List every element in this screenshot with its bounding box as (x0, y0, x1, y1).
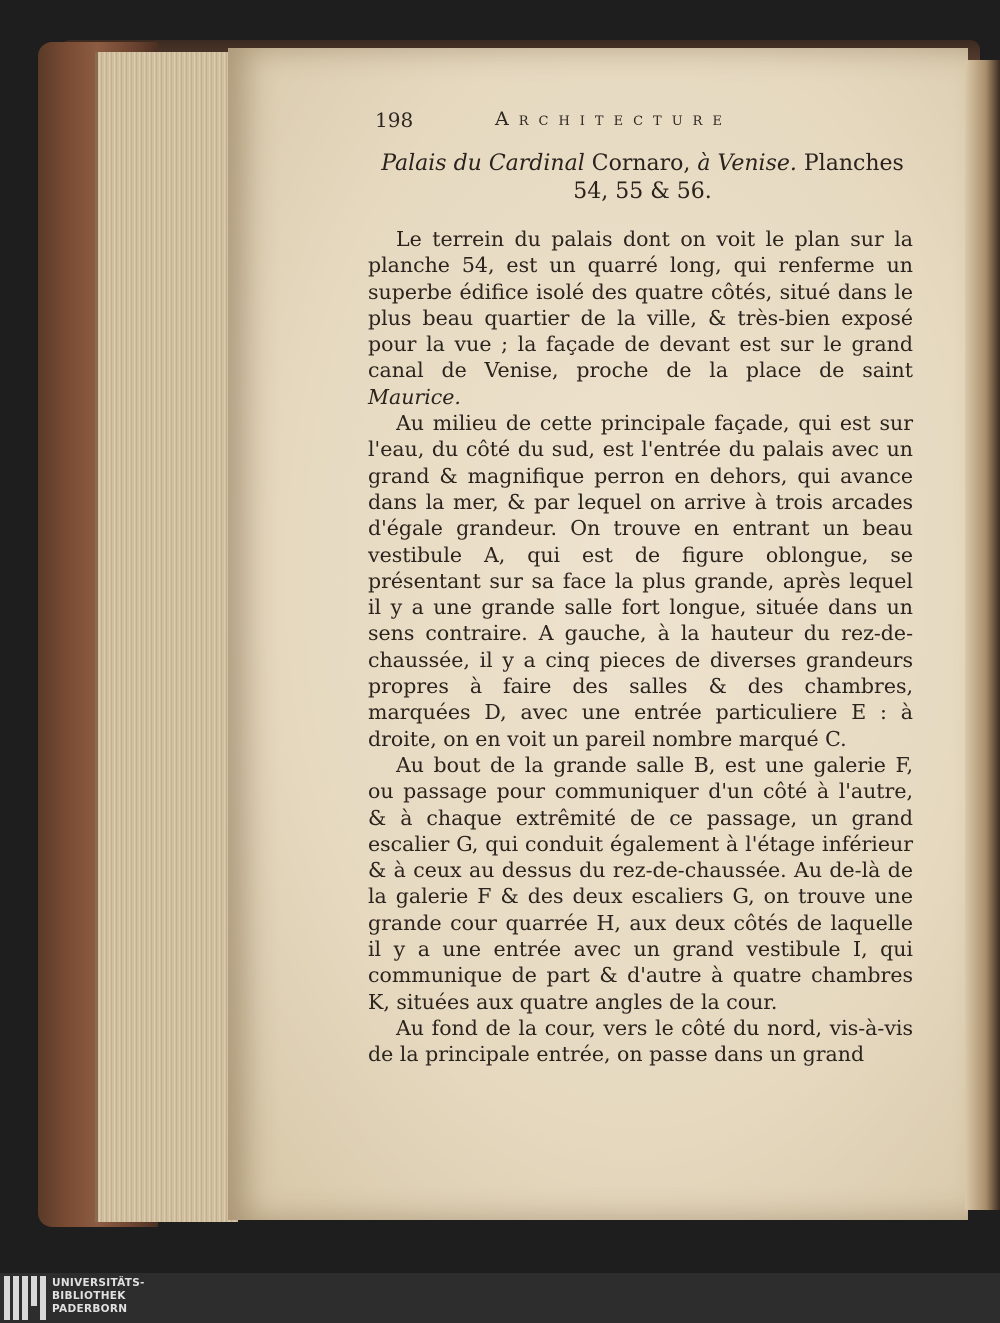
paragraph-text: Au bout de la grande salle B, est une galerie F, ou passage pour communiquer d'un côté à l'autre, & à chaque extrêmité de ce passage, un grand escalier G, qui conduit également à l'étage inférieur & à ceux au dessus du rez-de-chaussée. Au de-là de la galerie F & des deux escaliers G, on trouve une grande cour quarrée H, aux deux côtés de laquelle il y a une entrée avec un grand vestibule I, qui communique de part & d'autre à quatre chambres K, situées aux quatre angles de la cour. (368, 752, 913, 1014)
section-title (370, 150, 915, 206)
page-number: 198 (375, 108, 414, 132)
body-text (368, 226, 913, 1068)
paragraph (368, 410, 913, 752)
paragraph (368, 1015, 913, 1068)
logo-line-2: BIBLIOTHEK (52, 1290, 126, 1302)
title-part-2: Cornaro, (584, 151, 698, 176)
title-part-3: à Venise. (697, 151, 797, 176)
library-logo-text (52, 1277, 145, 1316)
running-head: Architecture (495, 108, 732, 130)
facing-page-edge (965, 60, 1000, 1210)
page-edges (95, 52, 238, 1222)
paragraph (368, 752, 913, 1015)
paragraph-italic-text: Maurice. (368, 384, 461, 409)
paragraph (368, 226, 913, 410)
library-logo-icon (4, 1276, 48, 1320)
title-part-1: Palais du Cardinal (381, 151, 585, 176)
logo-line-3: PADERBORN (52, 1303, 128, 1315)
paragraph-text: Au milieu de cette principale façade, qui est sur l'eau, du côté du sud, est l'entrée du palais avec un grand & magnifique perron en dehors, qui avance dans la mer, & par lequel on arrive à trois arcades d'égale grandeur. On trouve en entrant un beau vestibule A, qui est de figure oblongue, se présentant sur sa face la plus grande, après lequel il y a une grande salle fort longue, située dans un sens contraire. A gauche, à la hauteur du rez-de-chaussée, il y a cinq pieces de diverses grandeurs propres à faire des salles & des chambres, marquées D, avec une entrée particuliere E : à droite, on en voit un pareil nombre marqué C. (368, 411, 913, 751)
title-part-4: Planches 54, 55 & 56. (573, 151, 904, 204)
logo-line-1: UNIVERSITÄTS- (52, 1277, 145, 1289)
paragraph-text: Au fond de la cour, vers le côté du nord, vis-à-vis de la principale entrée, on passe dans un grand (368, 1015, 913, 1067)
library-footer (0, 1273, 1000, 1323)
page-header (375, 108, 915, 138)
paragraph-text: Le terrein du palais dont on voit le plan sur la planche 54, est un quarré long, qui renferme un superbe édifice isolé des quatre côtés, situé dans le plus beau quartier de la ville, & très-bien exposé pour la vue ; la façade de devant est sur le grand canal de Venise, proche de la place de saint (368, 227, 913, 383)
